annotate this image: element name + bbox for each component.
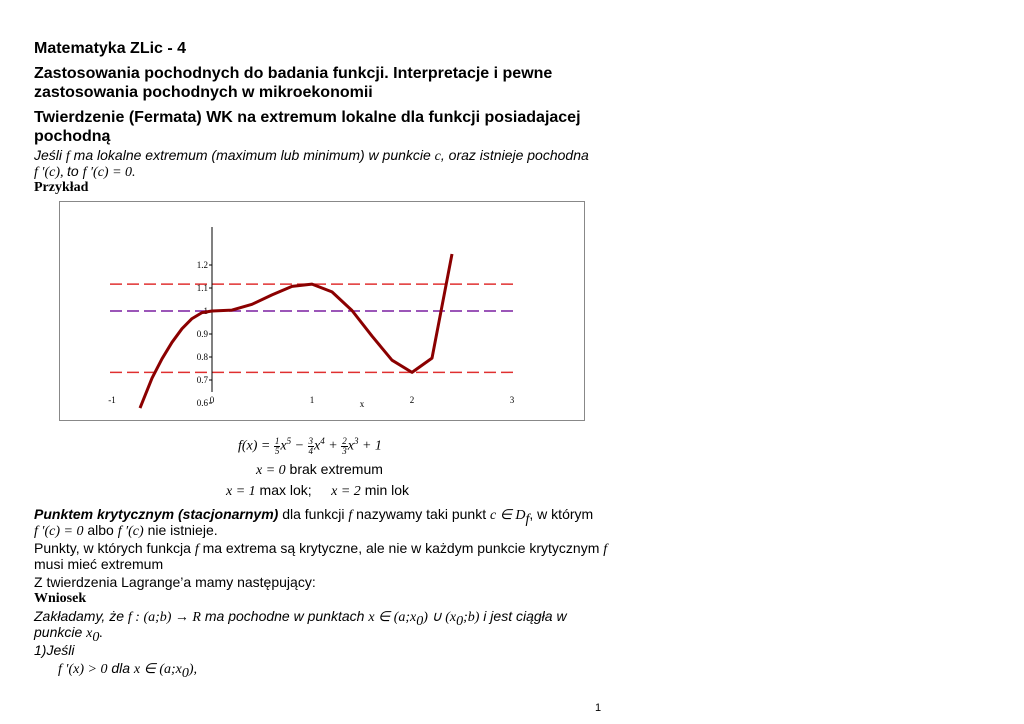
y-tick-label-1: 0.7 — [196, 375, 208, 385]
x-axis-label: x — [359, 399, 365, 409]
y-tick-label-5: 1.1 — [196, 283, 208, 293]
x-tick-label-3: 2 — [409, 395, 415, 405]
function-plot — [59, 201, 585, 421]
y-tick-label-0: 0.6 — [196, 398, 208, 408]
page-title: Matematyka ZLic - 4 — [34, 40, 187, 57]
fraction-3-4: $\frac{3}{4}$ — [308, 435, 314, 456]
lagrange-line: Z twierdzenia Lagrange’a mamy następujący: — [34, 574, 316, 590]
x-tick-label-1: 0 — [209, 395, 215, 405]
case1-condition: f ′(x) > 0 dla x ∈ $(a;x_0)$, — [58, 660, 198, 681]
fraction-1-5: $\frac{1}{5}$ — [274, 435, 280, 456]
function-formula: f(x) = $\frac{1}{5}$ $x^5$ − $\frac{3}{4}$ $x^4$ + $\frac{2}{3}$ $x^3 + 1$ — [238, 435, 382, 456]
case1-label: 1)Jeśli — [34, 642, 75, 658]
y-tick-label-3: 0.9 — [196, 329, 208, 339]
x-tick-label-4: 3 — [509, 395, 515, 405]
corollary-label: Wniosek — [34, 591, 87, 606]
section-heading-line2: zastosowania pochodnych w mikroekonomii — [34, 84, 373, 101]
assumption-line2: punkcie $x_0$. — [34, 624, 103, 645]
no-extremum-line: x = 0 brak extremum — [256, 461, 383, 478]
extrema-line: x = 1 max lok; x = 2 min lok — [226, 482, 410, 499]
function-curve — [140, 254, 452, 408]
theorem-heading-line2: pochodną — [34, 128, 111, 145]
critical-point-definition-line1: Punktem krytycznym (stacjonarnym) dla funkcji f nazywamy taki punkt c ∈ $D_f$, w którym — [34, 506, 594, 527]
page-number: 1 — [595, 702, 602, 714]
theorem-heading-line1: Twierdzenie (Fermata) WK na extremum lokalne dla funkcji posiadajacej — [34, 109, 581, 126]
points-remark-line2: musi mieć extremum — [34, 556, 164, 572]
x-tick-label-0: -1 — [108, 395, 116, 405]
fraction-2-3: $\frac{2}{3}$ — [342, 435, 347, 456]
y-tick-label-6: 1.2 — [196, 260, 208, 270]
critical-point-definition-line2: f ′(c) = 0 albo f ′(c) nie istnieje. — [34, 522, 218, 539]
example-label: Przykład — [34, 180, 89, 195]
x-tick-label-2: 1 — [309, 395, 315, 405]
y-tick-label-2: 0.8 — [196, 352, 208, 362]
y-tick-label-4: 1 — [203, 306, 208, 316]
plot-svg — [60, 202, 584, 420]
assumption-line1: Zakładamy, że f : (a;b) → R ma pochodne w punktach x ∈ $(a;x_0)$ ∪ $(x_0;b)$ i jest ciągła w — [34, 608, 567, 629]
section-heading-line1: Zastosowania pochodnych do badania funkcji. Interpretacje i pewne — [34, 65, 553, 82]
theorem-statement-line2: f ′(c), to f ′(c) = 0. — [34, 163, 136, 180]
theorem-statement-line1: Jeśli f ma lokalne extremum (maximum lub minimum) w punkcie c, oraz istnieje pochodna — [34, 147, 589, 164]
points-remark-line1: Punkty, w których funkcja f ma extrema są krytyczne, ale nie w każdym punkcie krytycznym f — [34, 540, 608, 557]
